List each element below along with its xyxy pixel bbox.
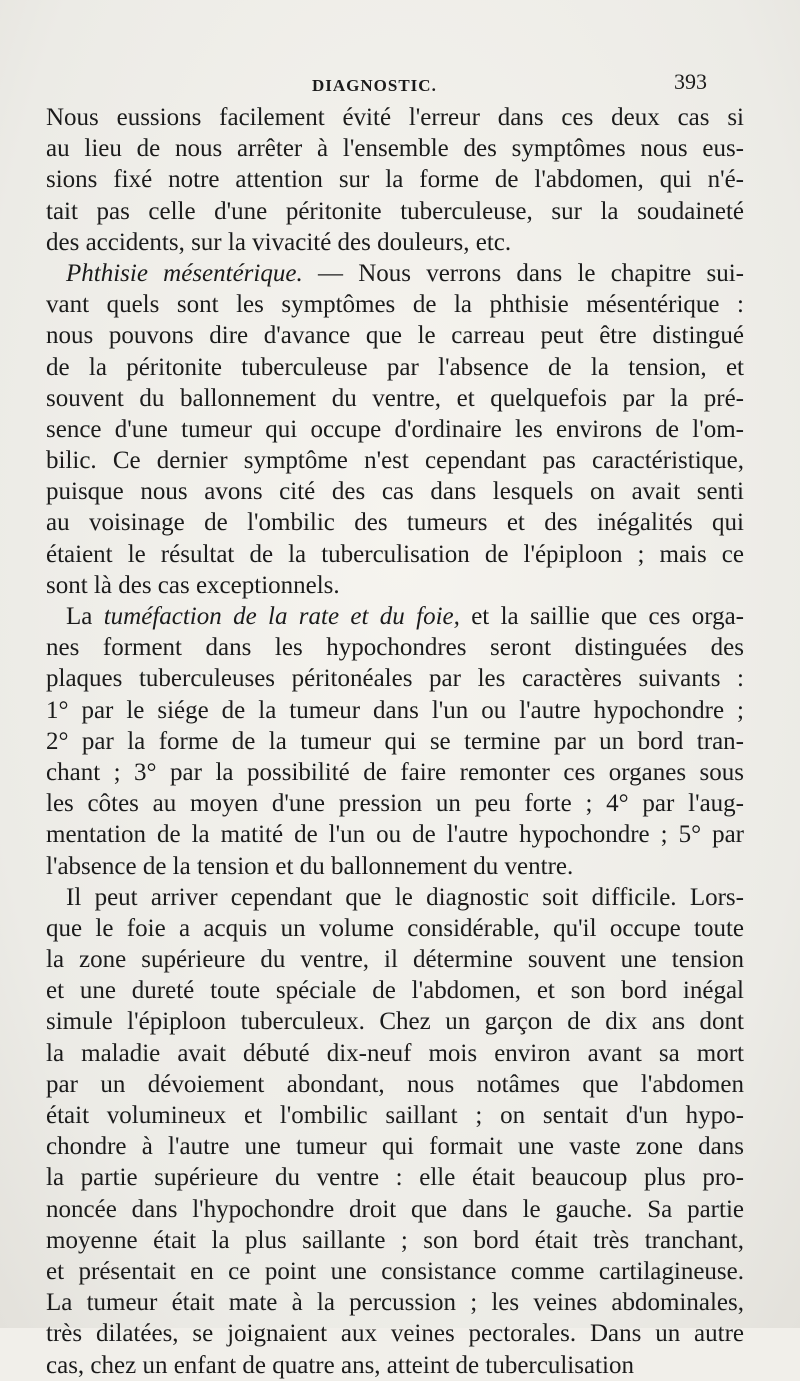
line-text: et présentait en ce point une consistance comme cartilagineuse. [46,1257,744,1285]
text-line [46,601,744,632]
text-line [46,1162,744,1193]
line-text: chondre à l'autre une tumeur qui formait une vaste zone dans [46,1133,744,1161]
text-line [46,726,744,757]
text-line [46,1225,744,1256]
line-text: sont là des cas exceptionnels. [46,571,340,599]
running-title: DIAGNOSTIC. [312,76,437,95]
text-line [46,663,744,694]
text-line [46,788,744,819]
line-text: les côtes au moyen d'une pression un peu forte ; 4° par l'aug- [46,790,744,818]
line-text: la partie supérieure du ventre : elle était beaucoup plus pro- [46,1164,744,1192]
line-text: moyenne était la plus saillante ; son bord était très tranchant, [46,1226,744,1254]
text-line [46,1131,744,1162]
line-text: au lieu de nous arrêter à l'ensemble des symptômes nous eus- [46,135,744,163]
text-line [46,944,744,975]
line-text: 1° par le siége de la tumeur dans l'un ou l'autre hypochondre ; [46,696,744,724]
text-line [46,632,744,663]
line-text: plaques tuberculeuses péritonéales par les caractères suivants : [46,665,744,693]
running-head [0,66,800,102]
text-line [46,1100,744,1131]
line-text: puisque nous avons cité des cas dans lesquels on avait senti [46,478,744,506]
line-text: très dilatées, se joignaient aux veines pectorales. Dans un autre [46,1320,744,1348]
line-text: au voisinage de l'ombilic des tumeurs et des inégalités qui [46,509,744,537]
line-text: tait pas celle d'une péritonite tuberculeuse, sur la soudaineté [46,197,744,225]
text-line [46,445,744,476]
text-line [46,1287,744,1318]
text-line [46,164,744,195]
text-line [46,1038,744,1069]
text-line [46,133,744,164]
italic-term: Phthisie mésentérique. [66,259,303,287]
line-text: la zone supérieure du ventre, il détermine souvent une tension [46,946,744,974]
line-text: souvent du ballonnement du ventre, et quelquefois par la pré- [46,384,744,412]
line-text: nes forment dans les hypochondres seront distinguées des [46,634,744,662]
line-text: par un dévoiement abondant, nous notâmes que l'abdomen [46,1070,744,1098]
body-text [46,102,744,1381]
line-text: La tumeur était mate à la percussion ; les veines abdominales, [46,1289,744,1317]
line-text: sions fixé notre attention sur la forme de l'abdomen, qui n'é- [46,166,744,194]
line-text: que le foie a acquis un volume considérable, qu'il occupe toute [46,914,744,942]
text-line [46,507,744,538]
text-line [46,196,744,227]
line-text: vant quels sont les symptômes de la phthisie mésentérique : [46,291,744,319]
text-line [46,851,744,882]
text-line [46,757,744,788]
italic-term: tuméfaction de la rate et du foie, [103,603,460,630]
line-text: et une dureté toute spéciale de l'abdomen, et son bord inégal [46,977,744,1005]
text-line [46,913,744,944]
line-text: la maladie avait débuté dix-neuf mois environ avant sa mort [46,1039,744,1067]
line-text: Nous eussions facilement évité l'erreur dans ces deux cas si [46,104,744,131]
text-line [46,258,744,289]
text-line [46,1350,744,1381]
text-line [46,1194,744,1225]
text-line [46,539,744,570]
text-line [46,476,744,507]
text-line [46,320,744,351]
line-text: sence d'une tumeur qui occupe d'ordinaire les environs de l'om- [46,415,744,443]
line-text: Il peut arriver cependant que le diagnostic soit difficile. Lors- [66,883,744,911]
text-line [46,289,744,320]
text-line [46,819,744,850]
text-line [46,1069,744,1100]
text-line [46,383,744,414]
text-line [46,102,744,133]
text-line [46,1318,744,1349]
line-text: bilic. Ce dernier symptôme n'est cependant pas caractéristique, [46,447,744,475]
text-line [46,975,744,1006]
line-text: et la saillie que ces orga- [459,603,745,630]
text-line [46,882,744,913]
line-text: — Nous verrons dans le chapitre sui- [302,259,744,287]
text-line [46,1006,744,1037]
text-line [46,352,744,383]
line-text: étaient le résultat de la tuberculisation de l'épiploon ; mais ce [46,540,744,568]
text-line [46,570,744,601]
text-line [46,695,744,726]
line-text: de la péritonite tuberculeuse par l'absence de la tension, et [46,353,744,381]
page-number: 393 [674,69,707,94]
line-text: noncée dans l'hypochondre droit que dans le gauche. Sa partie [46,1195,744,1223]
text-line [46,1256,744,1287]
line-text: mentation de la matité de l'un ou de l'autre hypochondre ; 5° par [46,821,744,849]
line-lead: La [66,603,104,630]
line-text: était volumineux et l'ombilic saillant ; on sentait d'un hypo- [46,1102,744,1129]
text-line [46,227,744,258]
line-text: simule l'épiploon tuberculeux. Chez un garçon de dix ans dont [46,1008,744,1036]
line-text: nous pouvons dire d'avance que le carreau peut être distingué [46,322,744,350]
line-text: chant ; 3° par la possibilité de faire remonter ces organes sous [46,758,744,786]
text-line [46,414,744,445]
line-text: 2° par la forme de la tumeur qui se termine par un bord tran- [46,727,744,755]
line-text: des accidents, sur la vivacité des douleurs, etc. [46,228,512,256]
line-text: l'absence de la tension et du ballonnement du ventre. [46,852,574,880]
line-text: cas, chez un enfant de quatre ans, atteint de tuberculisation [46,1351,634,1379]
